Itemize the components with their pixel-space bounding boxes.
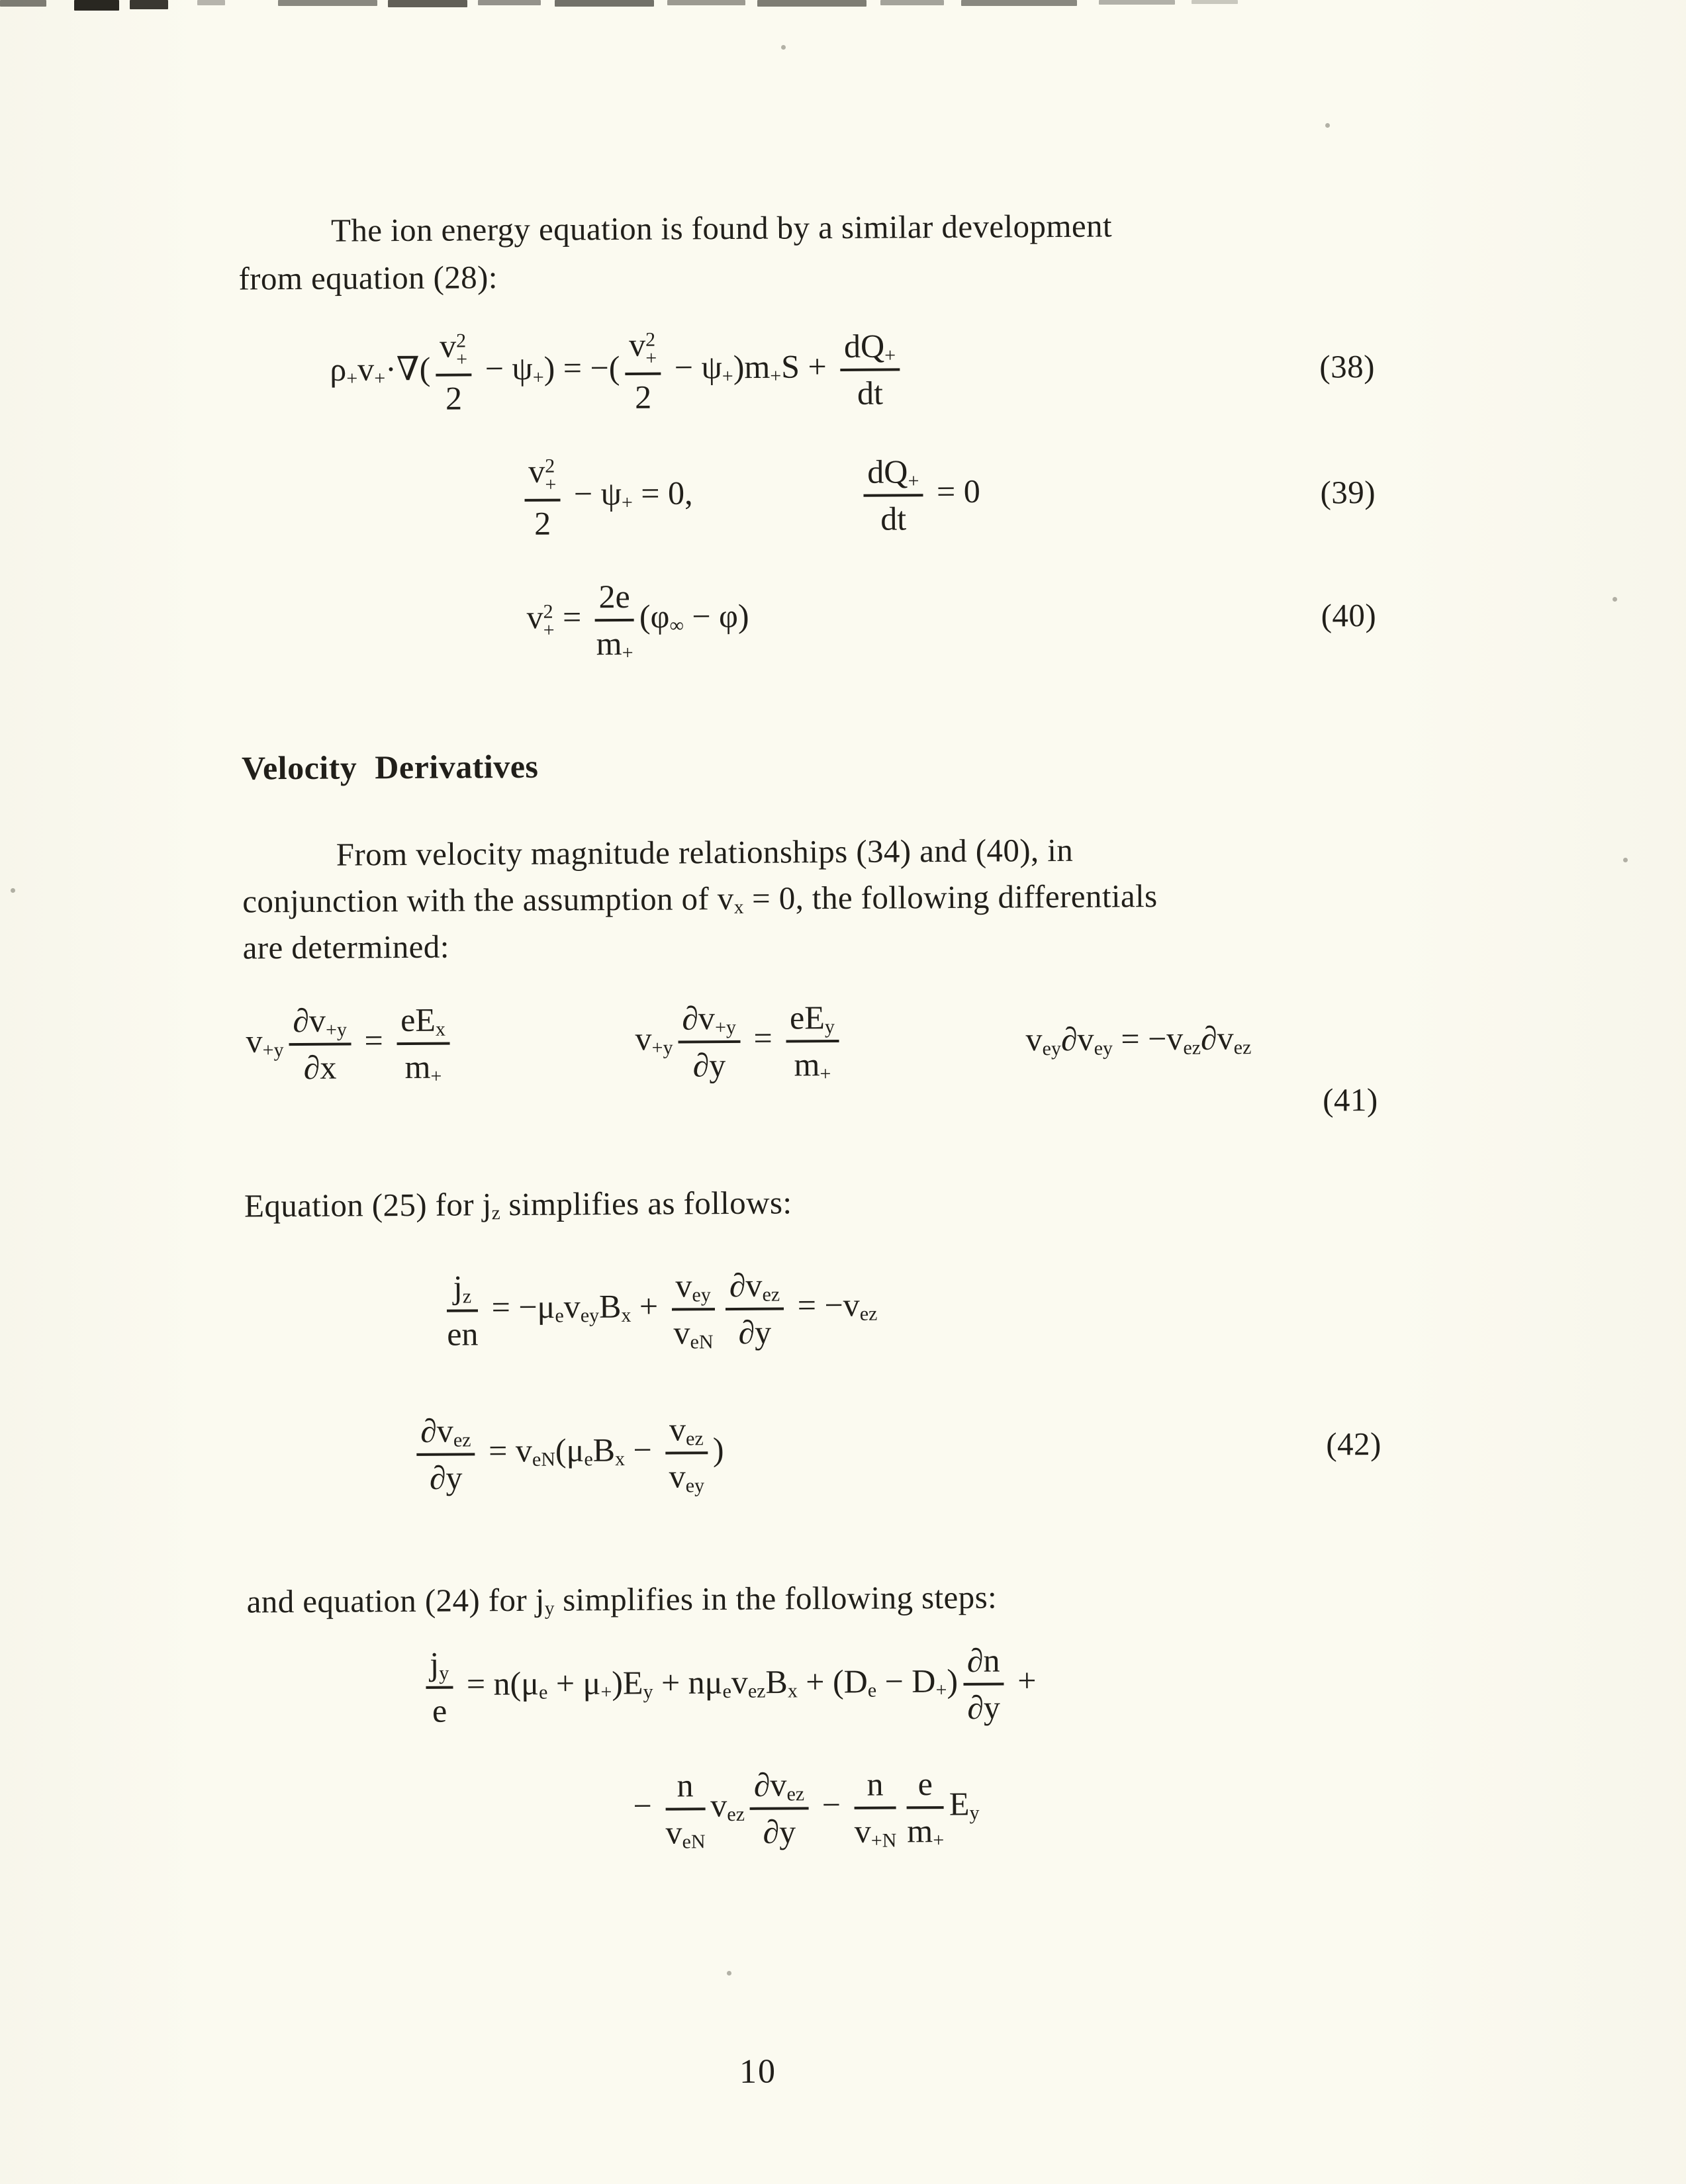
- subscript: +: [600, 1681, 612, 1704]
- fraction: $\frac{dQ_+}{dt}$: [863, 453, 923, 537]
- subscript: +: [933, 1829, 945, 1851]
- fraction: $\frac{2e}{m_+}$: [594, 578, 634, 662]
- subscript: +: [346, 367, 358, 390]
- equation-jy1-math: $\frac{j_y}{e}$ = $n(\mu_e + \mu_+)E_y + n\mu_ev_{ez}B_x + (D_e - D_+)$ $\frac{\partial n}{\partial y}$ +: [420, 1642, 1037, 1729]
- equation-41-part-b: [635, 978, 845, 1105]
- paragraph-velocity-derivatives: From velocity magnitude relationships (34) and (40), in conjunction with the assumption of $v_x = 0$, the following differentials are determined:: [242, 831, 1158, 966]
- subscript: +: [820, 1062, 831, 1085]
- fraction: $\frac{n}{v_{+N}}$: [854, 1765, 897, 1852]
- scan-dash: [388, 0, 467, 7]
- subscript: +: [770, 365, 782, 387]
- subscript: +: [374, 367, 386, 390]
- scan-dash: [130, 0, 168, 9]
- scan-dash: [555, 0, 654, 7]
- subscript: ez: [747, 1680, 766, 1702]
- scan-speck: [781, 45, 786, 50]
- subscript: eN: [682, 1830, 706, 1853]
- subscript: ez: [786, 1782, 805, 1805]
- scan-speck: [1325, 123, 1330, 128]
- scan-speck: [1623, 858, 1628, 862]
- equation-40-math: v 2 + = $\frac{2e}{m_+}$ $(\varphi_\infty - \varphi)$: [526, 577, 749, 664]
- subscript: ez: [762, 1283, 780, 1306]
- scan-speck: [727, 1971, 731, 1976]
- equation-41-label: (41): [1322, 1081, 1378, 1118]
- subscript: ey: [692, 1283, 711, 1306]
- equation-39-label: (39): [1320, 474, 1376, 511]
- subscript: y: [439, 1662, 449, 1684]
- scan-dash: [74, 0, 119, 11]
- sup-sub-stack: 2 +: [645, 328, 657, 369]
- equation-39: [519, 432, 980, 561]
- equation-41-part-c: [1025, 976, 1252, 1103]
- subscript: e: [538, 1681, 548, 1704]
- scan-dash: [278, 0, 377, 6]
- fraction: $\frac{v_{ez}}{v_{ey}}$: [665, 1411, 708, 1494]
- subscript: eN: [690, 1330, 714, 1353]
- equation-jy2-math: − $\frac{n}{v_{eN}}$ $v_{ez}$ $\frac{\partial v_{ez}}{\partial y}$ − $\frac{n}{v_{+N}}$ $\frac{e}{m_+}$ $E_y$: [633, 1765, 980, 1853]
- subscript: x: [435, 1018, 446, 1040]
- subscript: +: [622, 641, 633, 664]
- subscript: x: [733, 897, 744, 919]
- fraction: $\frac{dQ_+}{dt}$: [840, 328, 900, 412]
- fraction: $\frac{e}{m_+}$: [907, 1765, 945, 1851]
- fraction: $\frac{v_{ey}}{v_{eN}}$: [671, 1267, 715, 1351]
- subscript: ez: [685, 1427, 704, 1450]
- subscript: +y: [651, 1036, 673, 1059]
- subscript: +: [621, 491, 633, 514]
- scan-dash: [880, 0, 944, 5]
- line-jy-intro: and equation (24) for $j_y$ simplifies in the following steps:: [246, 1578, 998, 1620]
- sup-sub-stack: 2 +: [455, 330, 468, 371]
- subscript: +: [935, 1679, 947, 1702]
- scan-dash: [0, 0, 46, 7]
- equation-38-math: $\rho_+v_+\cdot\nabla$( v 2 + 2 − $\psi_+$) = −( v 2 + 2 − $\psi_+)m_+S$ + $\frac{dQ_+}{dt}$: [330, 326, 906, 418]
- scan-dash: [961, 0, 1077, 6]
- subscript: ey: [1094, 1037, 1113, 1060]
- h-space: [693, 503, 859, 504]
- fraction: $\frac{\partial v_{ez}}{\partial y}$: [726, 1267, 784, 1351]
- subscript: ez: [859, 1302, 878, 1325]
- equation-41a-math: $v_{+y}$ $\frac{\partial v_{+y}}{\partial x}$ = $\frac{eE_x}{m_+}$: [246, 1002, 455, 1087]
- equation-40: [526, 557, 749, 684]
- subscript: +: [532, 366, 544, 388]
- equation-42-label: (42): [1326, 1426, 1382, 1463]
- subscript: x: [787, 1680, 798, 1702]
- subscript: e: [584, 1448, 593, 1471]
- scan-dash: [667, 0, 745, 5]
- scan-speck: [11, 888, 15, 893]
- fraction: $\frac{n}{v_{eN}}$: [665, 1766, 706, 1853]
- subscript: ey: [1042, 1037, 1062, 1060]
- paragraph-intro: The ion energy equation is found by a similar development from equation (28):: [238, 207, 1113, 297]
- fraction: $\frac{\partial n}{\partial y}$: [963, 1643, 1004, 1726]
- subscript: y: [969, 1801, 980, 1824]
- fraction: $\frac{j_z}{en}$: [447, 1268, 479, 1353]
- subscript: x: [621, 1304, 632, 1327]
- subscript: x: [614, 1448, 626, 1471]
- subscript: ez: [1233, 1036, 1252, 1059]
- equation-41b-math: $v_{+y}$ $\frac{\partial v_{+y}}{\partial y}$ = $\frac{eE_y}{m_+}$: [635, 999, 844, 1084]
- subscript: +: [722, 365, 733, 388]
- fraction: v 2 + 2: [524, 453, 561, 542]
- subscript: ez: [453, 1429, 471, 1451]
- scan-dash: [478, 0, 541, 5]
- subscript: +y: [714, 1016, 737, 1038]
- section-heading: Velocity Derivatives: [241, 747, 539, 787]
- fraction: $\frac{\partial v_{+y}}{\partial x}$: [289, 1003, 351, 1087]
- subscript: z: [462, 1285, 472, 1308]
- line-jz-intro: Equation (25) for $j_z$ simplifies as follows:: [244, 1184, 792, 1224]
- subscript: y: [544, 1598, 555, 1620]
- scan-dash: [757, 0, 866, 7]
- subscript: e: [722, 1680, 732, 1703]
- equation-39-math: v 2 + 2 − $\psi_+ = 0$, $\frac{dQ_+}{dt}$ = 0: [519, 451, 980, 542]
- fraction: v 2 + 2: [625, 327, 661, 416]
- subscript: +: [908, 469, 919, 492]
- fraction: $\frac{\partial v_{+y}}{\partial y}$: [678, 1000, 740, 1084]
- fraction: $\frac{eE_x}{m_+}$: [397, 1002, 450, 1085]
- equation-jy-line1: [420, 1621, 1037, 1751]
- equation-jz-math: $\frac{j_z}{en}$ = $-\mu_ev_{ey}B_x$ + $\frac{v_{ey}}{v_{eN}}$ $\frac{\partial v_{ez}}{\partial y}$ = $-v_{ez}$: [447, 1266, 878, 1353]
- fraction: v 2 + 2: [436, 328, 472, 417]
- subscript: eN: [532, 1448, 556, 1471]
- equation-41c-math: $v_{ey}\partial v_{ey} = -v_{ez}\partial v_{ez}$: [1025, 1019, 1252, 1060]
- scan-dash: [1099, 0, 1175, 5]
- subscript: ey: [580, 1304, 600, 1327]
- subscript: y: [643, 1680, 653, 1703]
- equation-38-label: (38): [1319, 348, 1376, 385]
- fraction: $\frac{j_y}{e}$: [426, 1646, 453, 1729]
- subscript: +: [884, 344, 896, 367]
- page-number: 10: [739, 2052, 777, 2091]
- scan-speck: [1613, 597, 1617, 602]
- fraction: $\frac{eE_y}{m_+}$: [786, 999, 839, 1083]
- scan-dash: [1192, 0, 1238, 4]
- subscript: +N: [870, 1829, 897, 1852]
- equation-38: [330, 306, 906, 435]
- scan-artifact-layer: [0, 0, 1686, 26]
- equation-42-math: $\frac{\partial v_{ez}}{\partial y}$ = $v_{eN}(\mu_eB_x$ − $\frac{v_{ez}}{v_{ey}}$ ): [411, 1411, 724, 1496]
- subscript: e: [867, 1679, 877, 1702]
- subscript: +y: [262, 1039, 284, 1062]
- subscript: ∞: [669, 614, 684, 637]
- fraction: $\frac{\partial v_{ez}}{\partial y}$: [750, 1766, 809, 1850]
- equation-40-label: (40): [1321, 597, 1377, 634]
- sup-sub-stack: 2 +: [543, 601, 555, 641]
- subscript: +y: [325, 1019, 348, 1041]
- subscript: +: [430, 1065, 442, 1087]
- fraction: $\frac{\partial v_{ez}}{\partial y}$: [416, 1412, 475, 1496]
- equation-41-part-a: [246, 981, 455, 1108]
- scan-dash: [197, 0, 225, 5]
- equation-jy-line2: [633, 1745, 980, 1872]
- equation-jz: [441, 1246, 878, 1374]
- equation-42: [411, 1390, 724, 1518]
- sup-sub-stack: 2 +: [545, 455, 557, 496]
- subscript: ez: [1183, 1036, 1201, 1059]
- subscript: e: [555, 1304, 564, 1327]
- subscript: ey: [685, 1474, 705, 1497]
- subscript: ez: [727, 1803, 745, 1826]
- subscript: z: [491, 1203, 500, 1224]
- subscript: y: [824, 1015, 835, 1038]
